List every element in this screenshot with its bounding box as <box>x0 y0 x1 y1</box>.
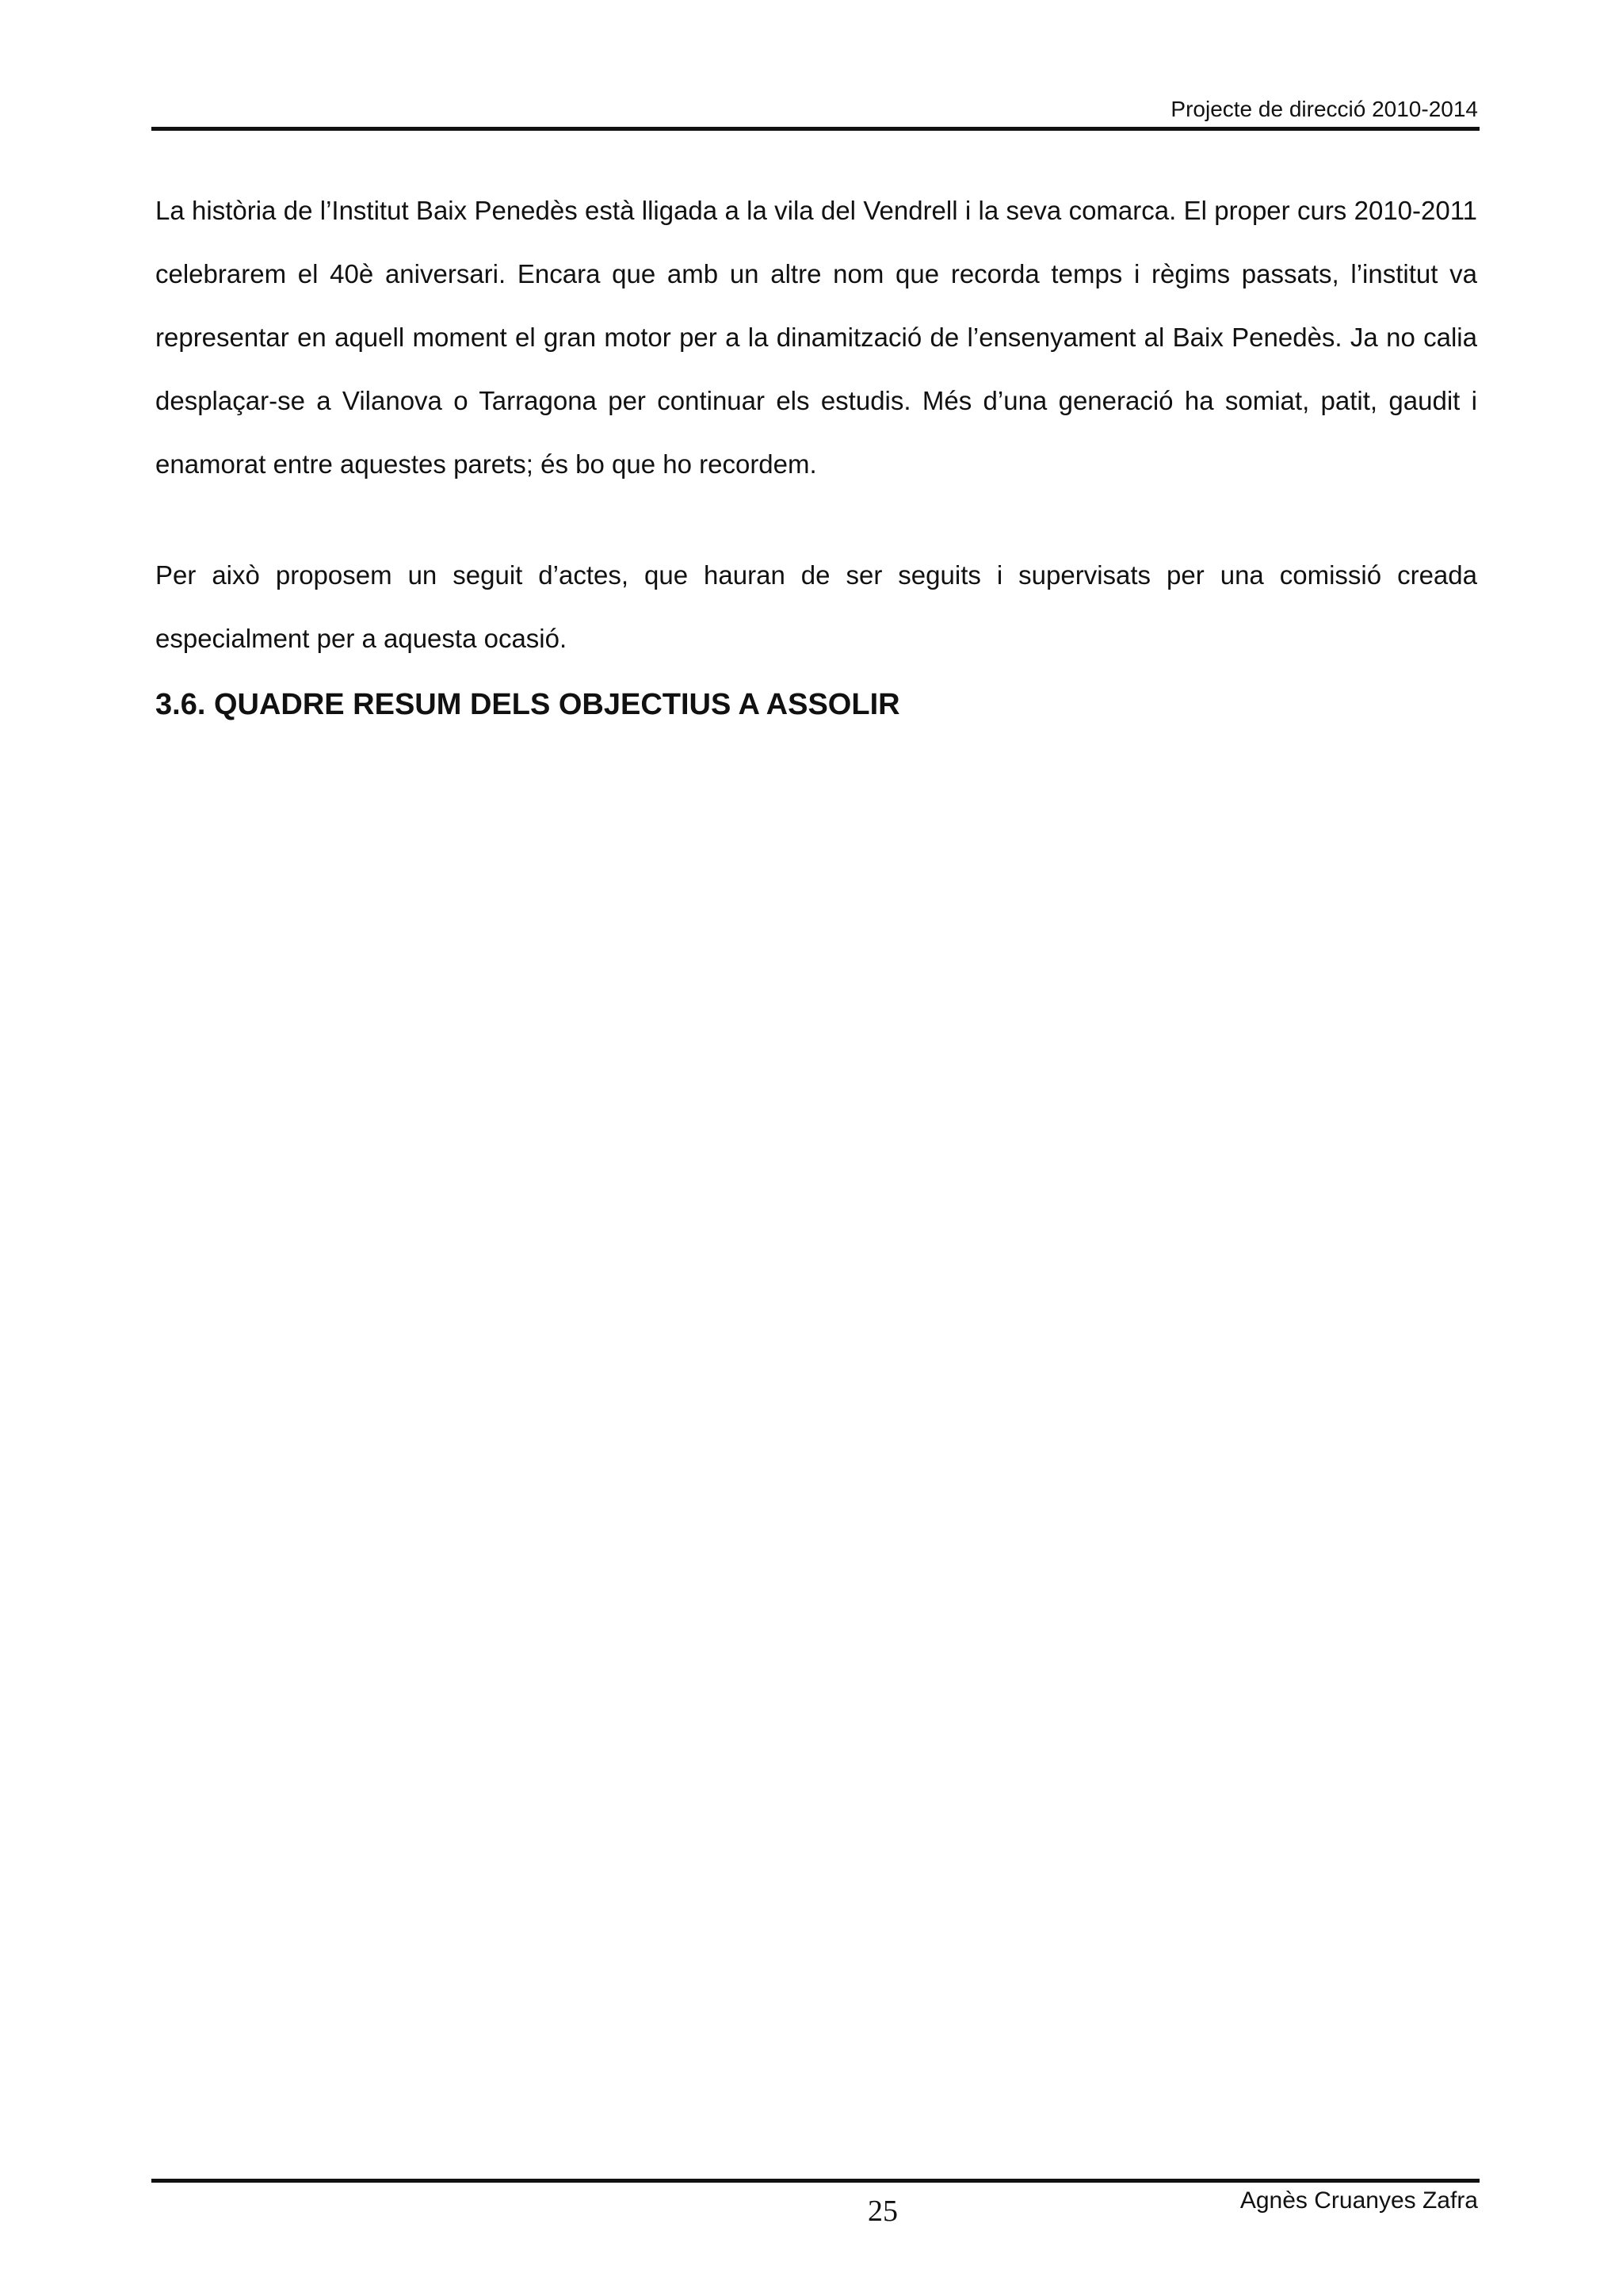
page-number: 25 <box>868 2195 898 2228</box>
paragraph-acts-container <box>155 544 1477 670</box>
paragraph-acts: Per això proposem un seguit d’actes, que hauran de ser seguits i supervisats per una comissió creada especialment per a aquesta ocasió. <box>155 560 1477 653</box>
section-heading: 3.6. QUADRE RESUM DELS OBJECTIUS A ASSOLIR <box>155 688 900 721</box>
header-rule <box>151 127 1480 131</box>
footer-rule <box>151 2179 1480 2183</box>
paragraph-history-container <box>155 179 1477 496</box>
running-header-title: Projecte de direcció 2010-2014 <box>1170 97 1478 121</box>
footer-author: Agnès Cruanyes Zafra <box>1239 2187 1478 2214</box>
paragraph-history: La història de l’Institut Baix Penedès està lligada a la vila del Vendrell i la seva comarca. El proper curs 2010-2011 celebrarem el 40è aniversari. Encara que amb un altre nom que recorda temps i règims passats, l’institut va representar en aquell moment el gran motor per a la dinamització de l’ensenyament al Baix Penedès. Ja no calia desplaçar-se a Vilanova o Tarragona per continuar els estudis. Més d’una generació ha somiat, patit, gaudit i enamorat entre aquestes parets; és bo que ho recordem. <box>155 196 1477 479</box>
